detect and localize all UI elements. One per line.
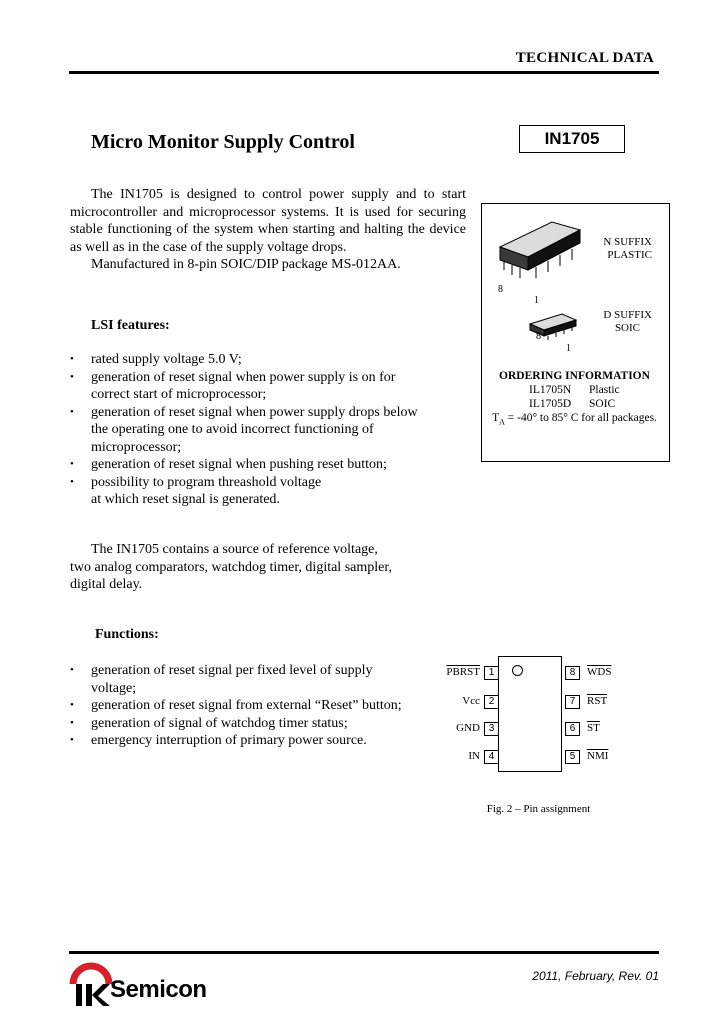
figure-caption: Fig. 2 – Pin assignment (486, 803, 591, 815)
header-rule (69, 71, 659, 74)
ordering-heading: ORDERING INFORMATION (499, 370, 650, 382)
pin-number-5: 5 (565, 750, 580, 764)
page-title: Micro Monitor Supply Control (91, 131, 355, 153)
pin-number-7: 7 (565, 695, 580, 709)
features-list (70, 351, 432, 491)
intro-text (70, 186, 466, 274)
feature-item: • generation of reset signal when power supply is on for correct start of microprocessor; (70, 369, 432, 404)
pin-name-pbrst: PBRST (446, 666, 480, 678)
description-line-1: The IN1705 contains a source of reference voltage, (91, 542, 378, 557)
pin-number-2: 2 (484, 695, 499, 709)
pin-name-rst: $\overline{RST}$ (587, 695, 608, 707)
ordering-package: Plastic (589, 384, 620, 396)
soic-pin8-label: 8 (536, 331, 541, 342)
soic-pin1-label: 1 (566, 343, 571, 354)
dip-pin8-label: 8 (498, 284, 503, 295)
footer-rule (69, 951, 659, 954)
logo-wordmark: Semicon (110, 976, 207, 1003)
pin-number-6: 6 (565, 722, 580, 736)
d-suffix-type: SOIC (614, 322, 640, 334)
ic-chip-outline (498, 656, 562, 772)
feature-item: • rated supply voltage 5.0 V; (70, 351, 432, 369)
functions-heading: Functions: (95, 627, 159, 642)
feature-item: • possibility to program threashold voltage (70, 474, 432, 492)
header-label: TECHNICAL DATA (515, 50, 654, 66)
ordering-row (481, 397, 668, 411)
pin-number-1: 1 (484, 666, 499, 680)
pin-name-gnd: GND (456, 722, 480, 734)
revision-date: 2011, February, Rev. 01 (532, 969, 659, 983)
pin-name-vcc: Vcc (462, 695, 480, 707)
feature-continuation: at which reset signal is generated. (91, 492, 280, 507)
ik-logo-mark (69, 962, 113, 1008)
pin-name-st: $\overline{ST}$ (587, 722, 600, 734)
description-rest: two analog comparators, watchdog timer, digital sampler, digital delay. (70, 559, 392, 592)
intro-paragraph-1: The IN1705 is designed to control power supply and to start microcontroller and microprocessor systems. It is used for securing stable functioning of the system when starting and halting the device as well as in the case of the supply voltage drops. (70, 187, 466, 255)
pin-number-8: 8 (565, 666, 580, 680)
pin-number-3: 3 (484, 722, 499, 736)
function-item: • emergency interruption of primary power source. (70, 732, 420, 750)
functions-list (70, 662, 420, 750)
part-number-box: IN1705 (519, 125, 625, 153)
dip-pin1-label: 1 (534, 295, 539, 306)
ordering-part: IL1705N (529, 384, 572, 396)
pin-name-nmi: $\overline{NMI}$ (587, 750, 609, 762)
feature-item: • generation of reset signal when power supply drops below the operating one to avoid incorrect functioning of microprocessor; (70, 404, 432, 457)
function-item: • generation of signal of watchdog timer status; (70, 715, 420, 733)
ordering-information (481, 369, 668, 429)
ordering-row (481, 383, 668, 397)
ordering-part: IL1705D (529, 398, 572, 410)
description-paragraph (70, 541, 420, 594)
features-heading: LSI features: (91, 318, 170, 333)
ordering-package: SOIC (589, 398, 616, 410)
pin1-notch (512, 665, 523, 676)
intro-paragraph-2: Manufactured in 8-pin SOIC/DIP package MS-012AA. (91, 257, 401, 272)
temperature-note: $T_A = -40^\circ$ to 85° C for all packages. (492, 412, 657, 427)
pin-name-wds: $\overline{WDS}$ (587, 666, 612, 678)
function-item: • generation of reset signal from external “Reset” button; (70, 697, 420, 715)
feature-item: • generation of reset signal when pushing reset button; (70, 456, 432, 474)
n-suffix-type: PLASTIC (607, 249, 652, 261)
function-item: • generation of reset signal per fixed level of supply voltage; (70, 662, 420, 697)
pin-name-in: IN (468, 750, 480, 762)
n-suffix-label: N SUFFIX (603, 236, 652, 248)
d-suffix-label: D SUFFIX (603, 309, 652, 321)
pin-number-4: 4 (484, 750, 499, 764)
